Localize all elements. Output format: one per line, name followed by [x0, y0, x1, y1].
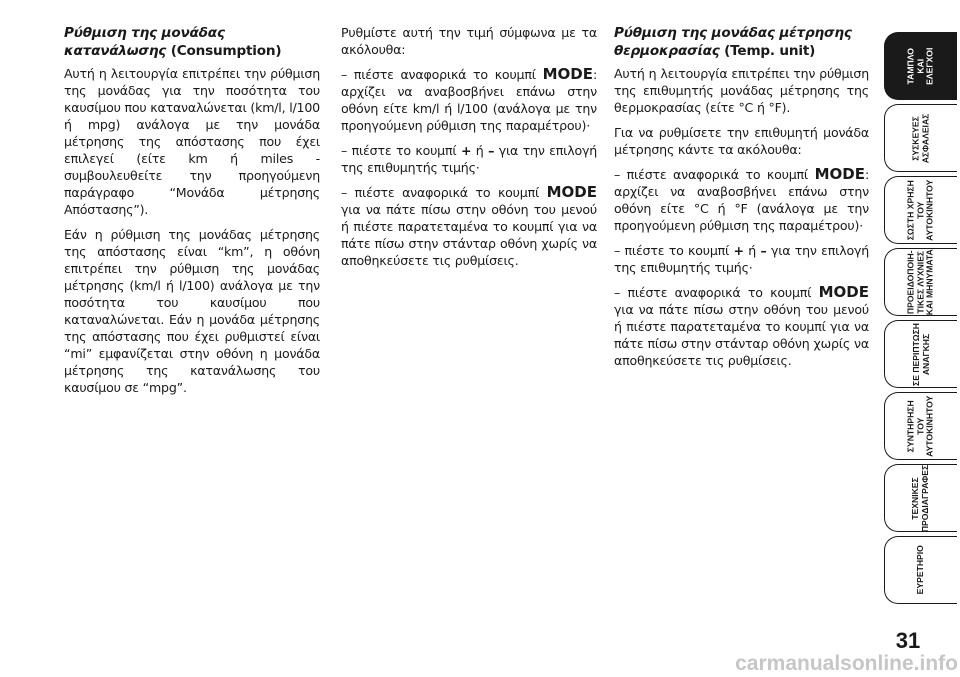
tab-warning-lights[interactable]: ΠΡΟΕΙΔΟΠΟΙΗ- ΤΙΚΕΣ ΛΥΧΝΙΕΣ ΚΑΙ ΜΗΝΥΜΑΤΑ	[884, 248, 957, 316]
mode-button-label: MODE	[546, 183, 597, 201]
tab-emergency[interactable]: ΣΕ ΠΕΡΙΠΤΩΣΗ ΑΝΑΓΚΗΣ	[884, 320, 957, 388]
tab-maintenance[interactable]: ΣΥΝΤΗΡΗΣΗ ΤΟΥ ΑΥΤΟΚΙΝΗΤΟΥ	[884, 392, 957, 460]
consumption-step-2: – πιέστε το κουμπί + ή – για την επιλογή της επιθυμητής τιμής·	[341, 143, 598, 175]
plus-button-label: +	[733, 243, 744, 258]
tab-dashboard-controls[interactable]: ΤΑΜΠΛΟ ΚΑΙ ΕΛΕΓΧΟΙ	[884, 32, 957, 100]
mode-button-label: MODE	[814, 165, 865, 183]
consumption-heading: Ρύθμιση της μονάδας κατανάλωσης (Consumption)	[64, 25, 282, 59]
temp-unit-paragraph-1: Αυτή η λειτουργία επιτρέπει την ρύθμιση της επιθυμητής μονάδας μέτρησης της θερμοκρασίας (είτε °C ή °F).	[614, 66, 869, 115]
consumption-paragraph-2: Εάν η ρύθμιση της μονάδας μέτρησης της απόστασης είναι “km”, η οθόνη επιτρέπει την ρύθμιση της μονάδας μέτρησης (km/l ή l/100) ανάλογα με την ποσότητα του καυσίμου που καταναλώνεται. Εάν η μονάδα μέτρησης της απόστασης που έχει ρυθμιστεί είναι “mi” εμφανίζεται στην οθόνη η μονάδα μέτρησης της κατανάλωσης του καυσίμου σε “mpg”.	[64, 227, 320, 395]
plus-button-label: +	[460, 143, 472, 158]
tab-correct-use[interactable]: ΣΩΣΤΗ ΧΡΗΣΗ ΤΟΥ ΑΥΤΟΚΙΝΗΤΟΥ	[884, 176, 957, 244]
tab-index[interactable]: ΕΥΡΕΤΗΡΙΟ	[884, 536, 957, 604]
temp-unit-step-1: – πιέστε αναφορικά το κουμπί MODE: αρχίζει να αναβοσβήνει επάνω στην οθόνη είτε °C ή °F (ανάλογα με την προηγούμενη ρύθμιση της παραμέτρου)·	[614, 165, 869, 233]
right-column	[614, 24, 869, 377]
mode-button-label: MODE	[542, 65, 593, 83]
consumption-steps-intro: Ρυθμίστε αυτή την τιμή σύμφωνα με τα ακόλουθα:	[341, 25, 597, 57]
temp-unit-step-3: – πιέστε αναφορικά το κουμπί MODE για να πάτε πίσω στην οθόνη του μενού ή πιέστε παρατεταμένα το κουμπί για να πάτε πίσω στην στάνταρ οθόνη χωρίς να αποθηκεύσετε τις ρυθμίσεις.	[614, 283, 869, 368]
consumption-step-3: – πιέστε αναφορικά το κουμπί MODE για να πάτε πίσω στην οθόνη του μενού ή πιέστε παρατεταμένα το κουμπί για να πάτε πίσω στην στάνταρ οθόνη χωρίς να αποθηκεύσετε τις ρυθμίσεις.	[341, 183, 597, 268]
tab-technical-specs[interactable]: ΤΕΧΝΙΚΕΣ ΠΡΟΔΙΑΓΡΑΦΕΣ	[884, 464, 957, 532]
consumption-step-1: – πιέστε αναφορικά το κουμπί MODE: αρχίζει να αναβοσβήνει επάνω στην οθόνη είτε km/l ή l/100 (ανάλογα με την προηγούμενη ρύθμιση της παραμέτρου)·	[341, 65, 597, 133]
watermark: carmanualsonline.info	[735, 652, 958, 675]
mode-button-label: MODE	[818, 283, 869, 301]
minus-button-label: –	[760, 243, 767, 258]
middle-column	[341, 24, 597, 277]
minus-button-label: –	[488, 143, 495, 158]
temp-unit-step-2: – πιέστε το κουμπί + ή – για την επιλογή της επιθυμητής τιμής·	[614, 243, 870, 275]
temp-unit-paragraph-2: Για να ρυθμίσετε την επιθυμητή μονάδα μέτρησης κάντε τα ακόλουθα:	[614, 125, 869, 157]
page-number: 31	[895, 628, 921, 653]
tab-safety-devices[interactable]: ΣΥΣΚΕΥΕΣ ΑΣΦΑΛΕΙΑΣ	[884, 104, 957, 172]
temp-unit-heading: Ρύθμιση της μονάδας μέτρησης θερμοκρασίας (Temp. unit)	[614, 25, 852, 59]
left-column	[64, 24, 320, 404]
consumption-paragraph-1: Αυτή η λειτουργία επιτρέπει την ρύθμιση της μονάδας για την ποσότητα του καυσίμου που καταναλώνεται (km/l, l/100 ή mpg) ανάλογα με την μονάδα μέτρησης της απόστασης που έχει επιλεγεί (είτε km ή miles - συμβουλευθείτε την προηγούμενη παράγραφο “Μονάδα μέτρησης Απόστασης”).	[64, 66, 320, 217]
